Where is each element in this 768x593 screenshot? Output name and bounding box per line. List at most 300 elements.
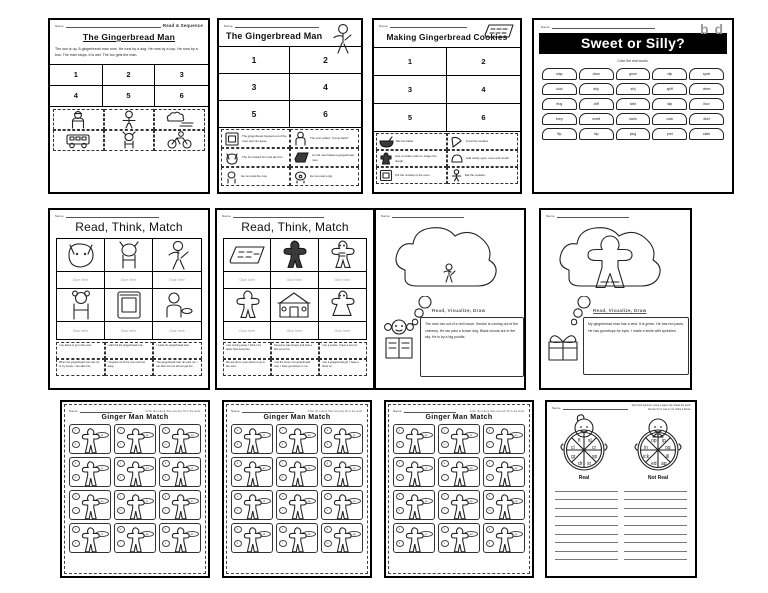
match-cell[interactable]	[276, 457, 318, 487]
letter-bubble[interactable]: v	[162, 540, 170, 547]
letter-bubble[interactable]: h	[72, 441, 80, 448]
glue-here-cell[interactable]: Glue here	[57, 272, 105, 289]
writing-line[interactable]	[555, 483, 618, 492]
cut-card[interactable]	[221, 129, 290, 148]
number-cell[interactable]: 2	[290, 47, 361, 74]
word-bubble: _ug	[509, 498, 523, 504]
name-field-row	[393, 408, 525, 413]
number-cell[interactable]: 2	[447, 48, 520, 76]
bus-icon	[65, 132, 91, 149]
picture-cell[interactable]	[224, 239, 271, 272]
letter-bubble[interactable]: p	[72, 493, 80, 500]
writing-line[interactable]	[555, 526, 618, 535]
cow-icon	[114, 240, 144, 270]
match-cell[interactable]	[114, 523, 156, 553]
word-bubble[interactable]: trip	[579, 128, 614, 140]
cut-card[interactable]	[104, 130, 155, 151]
letter-bubble[interactable]: l	[162, 507, 170, 514]
letter-bubble[interactable]: d	[72, 474, 80, 481]
letter-bubble[interactable]: h	[234, 540, 242, 547]
name-rule[interactable]	[233, 213, 324, 218]
letter-bubble[interactable]: c	[72, 526, 80, 533]
word-bubble: _op	[302, 531, 316, 537]
word-bubble[interactable]: dkef	[689, 113, 724, 125]
match-cell[interactable]	[276, 523, 318, 553]
sheet-visualize-1[interactable]	[374, 208, 526, 390]
sentence-strip[interactable]: When the gingerbread man ran out of my house, I ran after him.	[56, 359, 105, 376]
letter-bubble[interactable]: n	[279, 441, 287, 448]
number-cell[interactable]: 4	[447, 76, 520, 104]
glue-here-cell[interactable]: Glue here	[105, 272, 153, 289]
letter-bubble[interactable]: m	[324, 540, 332, 547]
cut-card[interactable]	[154, 109, 205, 130]
word-bubble[interactable]: sled	[616, 98, 651, 110]
cut-card-caption: Mix the batter	[396, 139, 414, 144]
sentence-strip[interactable]: I hopped out of the oven and ran away.	[105, 359, 154, 376]
cut-card[interactable]	[376, 133, 447, 150]
match-cell[interactable]	[393, 490, 435, 520]
word-bubble: _an	[95, 498, 109, 504]
match-cell[interactable]	[276, 490, 318, 520]
sheet-sweet-or-silly[interactable]	[532, 18, 734, 194]
name-rule[interactable]	[242, 408, 294, 413]
gingerbread-man-icon	[241, 428, 263, 454]
word-bubble[interactable]: drem	[689, 83, 724, 95]
gingerbread-man-icon	[286, 527, 308, 553]
number-cell[interactable]: 3	[219, 74, 290, 101]
writing-line[interactable]	[555, 535, 618, 544]
writing-line[interactable]	[555, 492, 618, 501]
letter-bubble[interactable]: b	[234, 526, 242, 533]
cut-card[interactable]	[221, 148, 290, 167]
word-bubble: _ed	[140, 465, 154, 471]
match-cell[interactable]	[321, 457, 363, 487]
letter-bubble[interactable]: h	[396, 507, 404, 514]
sheet-ginger-man-match-2[interactable]	[222, 400, 372, 578]
picture-cell[interactable]	[105, 289, 153, 322]
gingerbread-man-icon	[586, 234, 634, 290]
letter-bubble[interactable]: c	[396, 460, 404, 467]
sentence-strip[interactable]: I am the home of a gingerbread man. I have gumdrops on me.	[271, 359, 319, 376]
letter-bubble[interactable]: s	[234, 507, 242, 514]
letter-bubble[interactable]: w	[441, 460, 449, 467]
glue-here-cell[interactable]: Glue here	[271, 272, 318, 289]
match-cell[interactable]	[231, 490, 273, 520]
match-cell[interactable]	[114, 457, 156, 487]
picture-cell[interactable]	[153, 239, 201, 272]
letter-bubble[interactable]: w	[279, 493, 287, 500]
cut-card[interactable]	[447, 167, 518, 184]
sentence-strip[interactable]: I am a cookie. I have a vest on.	[319, 342, 367, 359]
sheet-read-think-match-2[interactable]	[215, 208, 375, 390]
writing-line[interactable]	[555, 509, 618, 518]
writing-line[interactable]	[624, 509, 687, 518]
match-cell[interactable]	[393, 424, 435, 454]
writing-line[interactable]	[555, 552, 618, 561]
match-cell[interactable]	[69, 523, 111, 553]
word-bubble[interactable]: spob	[689, 68, 724, 80]
sentence-strip[interactable]: We are all on a pan about to go in the oven.	[223, 359, 271, 376]
cut-card[interactable]	[290, 129, 359, 148]
picture-cell[interactable]	[105, 239, 153, 272]
picture-cell[interactable]	[319, 239, 366, 272]
gingerbread-man-icon	[286, 461, 308, 487]
letter-bubble[interactable]: d	[396, 540, 404, 547]
name-label: Name	[381, 214, 390, 218]
number-cell[interactable]: 5	[219, 101, 290, 128]
page-title: Read, Think, Match	[75, 220, 183, 234]
letter-bubble[interactable]: p	[396, 427, 404, 434]
fox-icon	[224, 151, 240, 165]
sheet-visualize-2[interactable]	[539, 208, 692, 390]
mixing-bowl-icon	[379, 136, 394, 148]
page-title: Sweet or Silly?	[539, 33, 727, 54]
sequence-number-grid	[50, 64, 208, 107]
word-bubble[interactable]: drip	[579, 83, 614, 95]
glue-here-cell[interactable]: Glue here	[271, 322, 318, 339]
letter-bubble[interactable]: k	[324, 427, 332, 434]
spinner-segment-label: sp	[592, 454, 598, 460]
oven-icon	[379, 169, 393, 182]
writing-line[interactable]	[555, 543, 618, 552]
letter-bubble[interactable]: j	[441, 427, 449, 434]
letter-bubble[interactable]: v	[324, 507, 332, 514]
number-cell[interactable]: 1	[50, 65, 103, 86]
match-cell[interactable]	[69, 457, 111, 487]
writing-line[interactable]	[624, 526, 687, 535]
cut-card[interactable]	[290, 148, 359, 167]
cut-card[interactable]	[376, 150, 447, 167]
match-cell[interactable]	[114, 424, 156, 454]
name-rule[interactable]	[66, 23, 161, 28]
glue-here-cell[interactable]: Glue here	[153, 272, 201, 289]
number-cell[interactable]: 2	[103, 65, 156, 86]
match-cell[interactable]	[159, 457, 201, 487]
word-bubble: _at	[419, 498, 433, 504]
letter-bubble[interactable]: l	[324, 474, 332, 481]
glue-here-cell[interactable]: Glue here	[169, 328, 185, 333]
picture-cell[interactable]	[57, 289, 105, 322]
name-rule[interactable]	[66, 213, 159, 218]
word-bubble[interactable]: swim	[616, 113, 651, 125]
spinner-left[interactable]	[554, 412, 614, 474]
word-bubble[interactable]: slap	[542, 68, 577, 80]
match-cell[interactable]	[483, 457, 525, 487]
letter-bubble[interactable]: g	[162, 493, 170, 500]
writing-line[interactable]	[555, 517, 618, 526]
instruction-text: Color the real words.	[617, 59, 649, 63]
number-cell[interactable]: 4	[290, 74, 361, 101]
letter-bubble[interactable]: b	[72, 427, 80, 434]
letter-bubble[interactable]: z	[486, 460, 494, 467]
writing-column-not-real[interactable]	[624, 483, 687, 560]
letter-bubble[interactable]: f	[117, 427, 125, 434]
sheet-gingerbread-man[interactable]	[217, 18, 363, 194]
picture-cell[interactable]	[271, 289, 318, 322]
match-cell[interactable]	[114, 490, 156, 520]
writing-column-real[interactable]	[555, 483, 618, 560]
match-cell[interactable]	[276, 424, 318, 454]
running-gingerbread-man-icon	[163, 240, 191, 270]
writing-line[interactable]	[624, 500, 687, 509]
cut-card[interactable]	[290, 167, 359, 186]
letter-bubble[interactable]: f	[72, 507, 80, 514]
word-bubble[interactable]: slob	[542, 83, 577, 95]
writing-line[interactable]	[555, 500, 618, 509]
sentence-strip[interactable]: I am a gingerbread girl. I have a dress on.	[319, 359, 367, 376]
word-bubble[interactable]: spiff	[652, 83, 687, 95]
letter-bubble[interactable]: w	[117, 526, 125, 533]
word-bubble[interactable]: pret	[652, 128, 687, 140]
gingerbread-man-icon	[286, 494, 308, 520]
letter-bubble[interactable]: t	[117, 460, 125, 467]
gingerbread-girl-icon	[328, 290, 356, 320]
cut-card[interactable]	[154, 130, 205, 151]
sentence-strip[interactable]: Someone was hungry and took a bite out of me.	[271, 342, 319, 359]
gingerbread-man-icon	[331, 494, 353, 520]
letter-bubble[interactable]: m	[441, 441, 449, 448]
cut-card[interactable]	[221, 167, 290, 186]
letter-bubble[interactable]: r	[117, 540, 125, 547]
name-rule[interactable]	[390, 23, 468, 28]
spinner-segment-label: ip	[662, 438, 666, 444]
match-cell[interactable]	[231, 523, 273, 553]
word-bubble[interactable]: smell	[579, 113, 614, 125]
match-cell[interactable]	[69, 424, 111, 454]
letter-bubble[interactable]: n	[441, 540, 449, 547]
word-bubble[interactable]: slip	[652, 98, 687, 110]
word-bubble: _ug	[185, 432, 199, 438]
sheet-spinner-real-not-real[interactable]	[545, 400, 697, 578]
match-cell[interactable]	[483, 523, 525, 553]
sentence-strip[interactable]: The gingerbread man ran past me. I ran after him but did not get him.	[153, 359, 202, 376]
letter-bubble[interactable]: b	[486, 493, 494, 500]
number-cell[interactable]: 6	[447, 104, 520, 132]
letter-bubble[interactable]: c	[234, 493, 242, 500]
writing-lines	[555, 483, 687, 560]
name-rule[interactable]	[80, 408, 132, 413]
match-cell[interactable]	[231, 424, 273, 454]
sheet-ginger-man-match-1[interactable]	[60, 400, 210, 578]
cut-card[interactable]	[447, 150, 518, 167]
letter-bubble[interactable]: z	[324, 493, 332, 500]
name-rule[interactable]	[563, 405, 628, 410]
match-cell[interactable]	[231, 457, 273, 487]
name-field-row	[541, 24, 655, 29]
letter-bubble[interactable]: b	[162, 427, 170, 434]
word-bubble[interactable]: grom	[616, 68, 651, 80]
number-cell[interactable]: 3	[155, 65, 208, 86]
cut-card-caption: An old man baked a gingerbread man.	[312, 153, 354, 162]
letter-bubble[interactable]: l	[117, 441, 125, 448]
word-bubble[interactable]: blov	[689, 98, 724, 110]
instruction-text: Spin both spinners using a paper clip. Read the word. Decide if it is real or not. Write it below.	[631, 404, 691, 411]
sentence-strip[interactable]: I will trick the gingerbread man.	[105, 342, 154, 359]
glue-here-cell[interactable]: Glue here	[57, 322, 105, 339]
word-bubble[interactable]: clip	[652, 68, 687, 80]
glue-here-cell[interactable]: Glue here	[334, 328, 351, 333]
word-bubble[interactable]: frog	[542, 98, 577, 110]
sentence-strip[interactable]: I made the gingerbread man.	[153, 342, 202, 359]
letter-bubble[interactable]: s	[72, 540, 80, 547]
letter-bubble[interactable]: g	[324, 460, 332, 467]
letter-bubble[interactable]: s	[396, 474, 404, 481]
sheet-read-think-match-1[interactable]	[48, 208, 210, 390]
letter-bubble[interactable]: m	[117, 507, 125, 514]
name-rule[interactable]	[235, 23, 319, 28]
letter-bubble[interactable]: t	[279, 427, 287, 434]
number-cell[interactable]: 1	[219, 47, 290, 74]
number-cell[interactable]: 6	[155, 86, 208, 107]
letter-bubble[interactable]: d	[234, 441, 242, 448]
cut-card[interactable]	[376, 167, 447, 184]
number-cell[interactable]: 5	[374, 104, 447, 132]
picture-cell[interactable]	[57, 239, 105, 272]
word-bubble[interactable]: crab	[652, 113, 687, 125]
gingerbread-man-icon	[169, 428, 191, 454]
letter-bubble[interactable]: r	[279, 507, 287, 514]
letter-bubble[interactable]: v	[486, 474, 494, 481]
letter-bubble[interactable]: g	[486, 427, 494, 434]
letter-bubble[interactable]: m	[162, 441, 170, 448]
gingerbread-man-icon	[331, 461, 353, 487]
match-cell[interactable]	[321, 490, 363, 520]
letter-bubble[interactable]: f	[396, 441, 404, 448]
name-label: Name	[69, 409, 78, 413]
number-cell[interactable]: 1	[374, 48, 447, 76]
writing-line[interactable]	[624, 517, 687, 526]
writing-line[interactable]	[624, 483, 687, 492]
word-bubble: _ot	[95, 531, 109, 537]
letter-bubble[interactable]: b	[324, 526, 332, 533]
picture-cell[interactable]	[224, 289, 271, 322]
word-bubble[interactable]: brep	[542, 113, 577, 125]
writing-line[interactable]	[624, 535, 687, 544]
letter-bubble[interactable]: f	[279, 526, 287, 533]
match-cell[interactable]	[438, 424, 480, 454]
match-cell[interactable]	[159, 490, 201, 520]
match-cell[interactable]	[438, 490, 480, 520]
letter-bubble[interactable]: l	[486, 441, 494, 448]
writing-line[interactable]	[624, 543, 687, 552]
letter-bubble[interactable]: p	[396, 526, 404, 533]
number-cell[interactable]: 6	[290, 101, 361, 128]
letter-bubble[interactable]: j	[279, 460, 287, 467]
number-cell[interactable]: 3	[374, 76, 447, 104]
writing-line[interactable]	[624, 492, 687, 501]
letter-bubble[interactable]: b	[162, 474, 170, 481]
spinner-segment-label: sl	[588, 438, 592, 444]
sentence-strip[interactable]: I am about to go in the oven.	[56, 342, 105, 359]
word-bubble: _op	[464, 498, 478, 504]
word-bubble[interactable]: cliff	[579, 98, 614, 110]
letter-bubble[interactable]: t	[441, 526, 449, 533]
glue-here-cell[interactable]: Glue here	[105, 322, 153, 339]
letter-bubble[interactable]: r	[441, 474, 449, 481]
letter-bubble[interactable]: z	[162, 526, 170, 533]
name-rule[interactable]	[404, 408, 456, 413]
word-bubble: _at	[95, 432, 109, 438]
letter-bubble[interactable]: l	[279, 540, 287, 547]
picture-cell[interactable]	[153, 289, 201, 322]
match-cell[interactable]	[321, 523, 363, 553]
word-bubble[interactable]: slam	[689, 128, 724, 140]
word-bubble[interactable]: plug	[616, 128, 651, 140]
cut-card[interactable]	[104, 109, 155, 130]
word-bubble: _un	[509, 432, 523, 438]
letter-bubble[interactable]: j	[117, 493, 125, 500]
number-cell[interactable]: 4	[50, 86, 103, 107]
spinner-segment-label: ed	[651, 461, 657, 467]
gingerbread-man-icon	[286, 428, 308, 454]
gingerbread-man-icon	[403, 461, 425, 487]
letter-bubble[interactable]: k	[162, 460, 170, 467]
glue-here-cell[interactable]: Glue here	[319, 272, 366, 289]
match-cell[interactable]	[159, 523, 201, 553]
boy-icon	[67, 110, 89, 129]
letter-bubble[interactable]: f	[234, 474, 242, 481]
glue-here-cell[interactable]: Glue here	[224, 322, 271, 339]
picture-cell[interactable]	[271, 239, 318, 272]
match-cell[interactable]	[393, 457, 435, 487]
word-bubble[interactable]: clam	[579, 68, 614, 80]
sheet-read-sequence[interactable]	[48, 18, 210, 194]
letter-bubble[interactable]: b	[324, 441, 332, 448]
page-title: Ginger Man Match	[263, 414, 331, 421]
cut-card[interactable]	[53, 130, 104, 151]
letter-bubble[interactable]: k	[486, 526, 494, 533]
name-rule[interactable]	[552, 24, 655, 29]
cut-card[interactable]	[53, 109, 104, 130]
match-cell[interactable]	[438, 457, 480, 487]
cut-card[interactable]	[447, 133, 518, 150]
word-bubble[interactable]: flip	[542, 128, 577, 140]
letter-bubble[interactable]: n	[117, 474, 125, 481]
letter-bubble[interactable]: b	[486, 540, 494, 547]
spinner-right[interactable]	[628, 412, 688, 474]
letter-bubble[interactable]: p	[72, 460, 80, 467]
letter-bubble[interactable]: f	[441, 493, 449, 500]
match-cell[interactable]	[393, 523, 435, 553]
match-cell[interactable]	[321, 424, 363, 454]
glue-here-cell[interactable]: Glue here	[224, 272, 271, 289]
picture-cell[interactable]	[319, 289, 366, 322]
sheet-ginger-man-match-3[interactable]	[384, 400, 534, 578]
word-bubble: _in	[95, 465, 109, 471]
gingerbread-man-icon	[124, 428, 146, 454]
letter-bubble[interactable]: p	[234, 460, 242, 467]
letter-bubble[interactable]: p	[234, 427, 242, 434]
passage-scroll	[583, 317, 689, 375]
cookie-sheet-icon	[482, 22, 516, 39]
match-cell[interactable]	[438, 523, 480, 553]
letter-bubble[interactable]: l	[441, 507, 449, 514]
number-cell[interactable]: 5	[103, 86, 156, 107]
match-cell[interactable]	[483, 424, 525, 454]
word-bubble: _ag	[302, 498, 316, 504]
sheet-making-cookies[interactable]	[372, 18, 522, 194]
letter-bubble[interactable]: m	[279, 474, 287, 481]
sentence-strip[interactable]: I am running away. I think I am faster than everyone.	[223, 342, 271, 359]
word-bubble[interactable]: shij	[616, 83, 651, 95]
match-cell[interactable]	[483, 490, 525, 520]
letter-bubble[interactable]: m	[486, 507, 494, 514]
match-cell[interactable]	[69, 490, 111, 520]
letter-bubble[interactable]: b	[396, 493, 404, 500]
match-cell[interactable]	[159, 424, 201, 454]
writing-line[interactable]	[624, 552, 687, 561]
page-title: Making Gingerbread Cookies	[386, 32, 508, 42]
